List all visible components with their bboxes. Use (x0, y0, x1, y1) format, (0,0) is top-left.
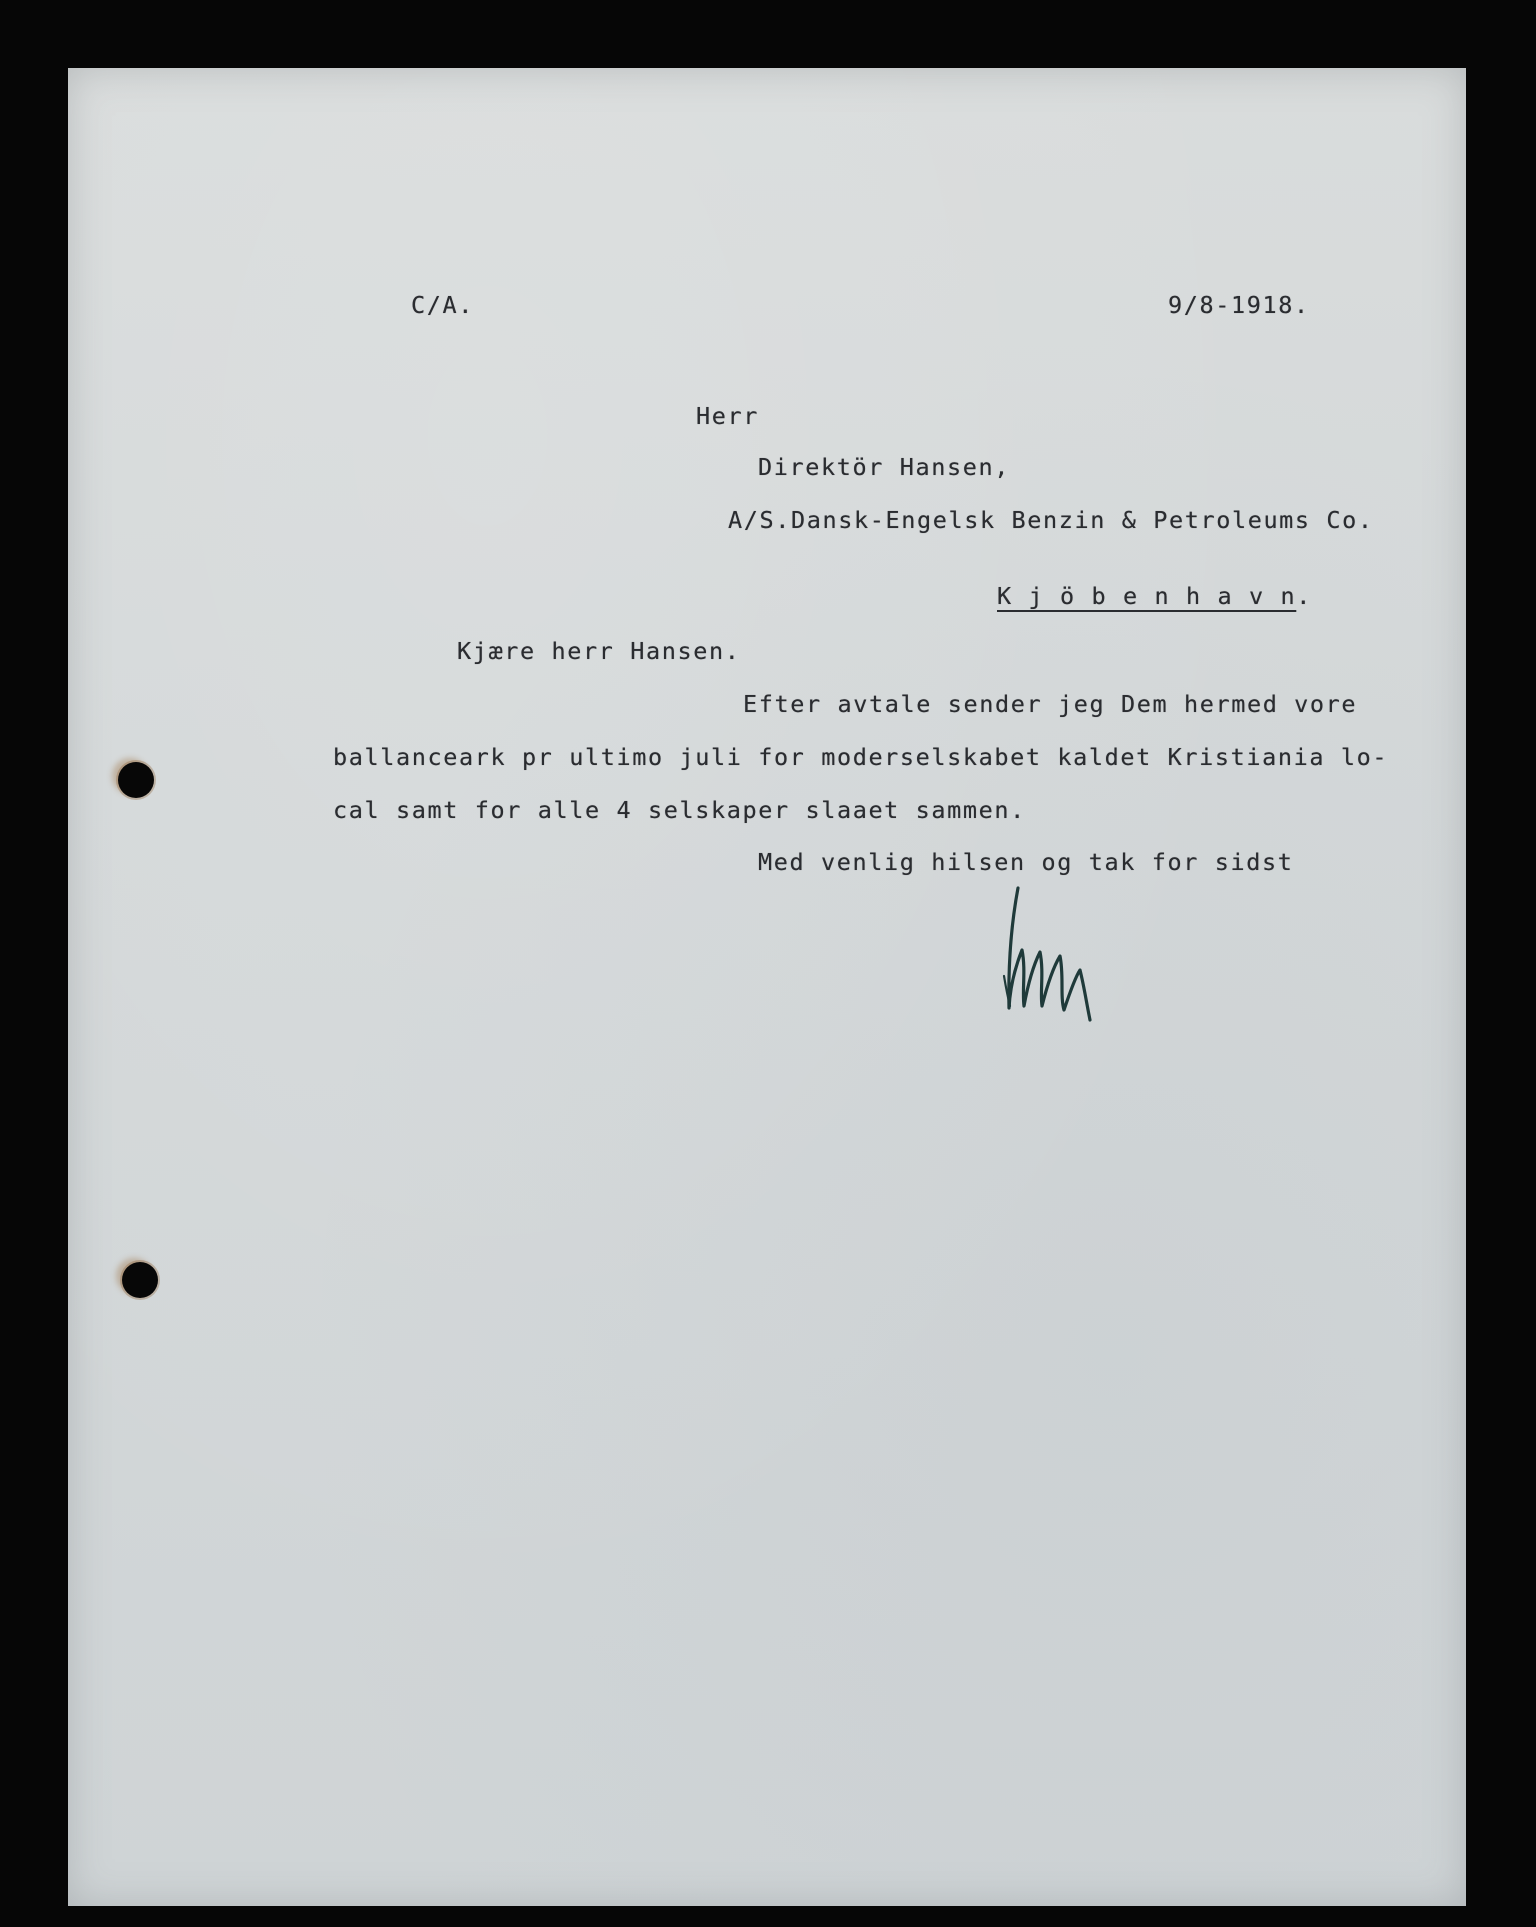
punch-hole-top (118, 762, 154, 798)
handwritten-signature (1000, 880, 1120, 1030)
reference-code: C/A. (411, 291, 474, 319)
greeting: Kjære herr Hansen. (457, 637, 741, 665)
recipient-city-line (997, 582, 1312, 610)
recipient-name: Direktör Hansen, (758, 453, 1010, 481)
body-line: cal samt for alle 4 selskaper slaaet sammen. (333, 796, 1026, 824)
recipient-city: K j ö b e n h a v n (997, 582, 1297, 610)
closing: Med venlig hilsen og tak for sidst (758, 848, 1294, 876)
punch-hole-bottom (122, 1262, 158, 1298)
salutation-title: Herr (696, 402, 759, 430)
body-line: ballanceark pr ultimo juli for moderselskabet kaldet Kristiania lo- (333, 743, 1389, 771)
recipient-city-period: . (1296, 582, 1312, 610)
letter-paper (68, 68, 1466, 1906)
recipient-company: A/S.Dansk-Engelsk Benzin & Petroleums Co. (728, 506, 1374, 534)
letter-date: 9/8-1918. (1168, 291, 1310, 319)
body-line: Efter avtale sender jeg Dem hermed vore (743, 690, 1358, 718)
